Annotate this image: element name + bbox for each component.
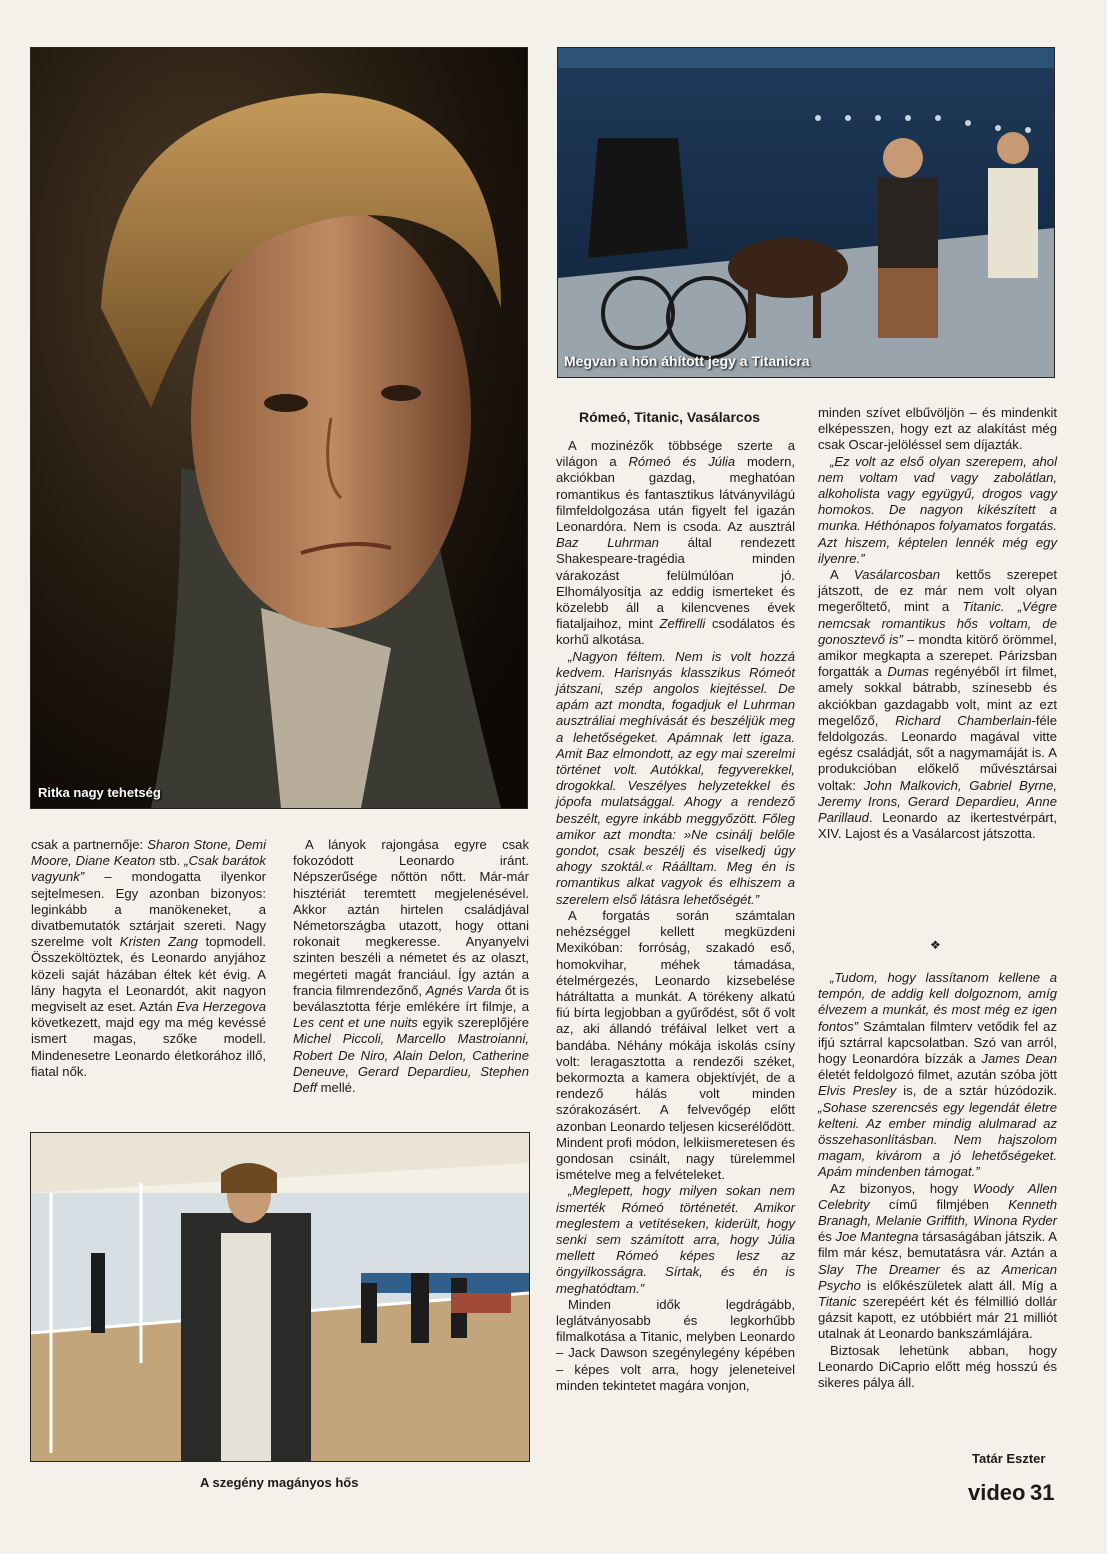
paragraph: „Meglepett, hogy milyen sokan nem ismerték Rómeó történetét. Amikor meglestem a vetítéseken, kiderült, hogy senki sem számított arra, hogy Júlia mellett Rómeó képes lesz az öngyilkosságra. Sírtak, és én is meghatódtam.” [556,1183,795,1296]
paragraph: A Vasálarcosban kettős szerepet játszott, de ez már nem volt olyan megerőltető, mint a Titanic. „Végre nemcsak romantikus hős voltam, de gonosztevő is” – mondta kitörő örömmel, amikor megkapta a szerepet. Párizsban forgatták a Dumas regényéből írt filmet, amely sokkal bátrabb, színesebb és akciókban gazdagabb volt, mint az ezt megelőző, Richard Chamberlain-féle feldolgozás. Leonardo magával vitte egész családját, sőt a nagymamáját is. A produkcióban előkelő művésztársai voltak: John Malkovich, Gabriel Byrne, Jeremy Irons, Gerard Depardieu, Anne Parillaud. Leonardo az ikertestvérpárt, XIV. Lajost és a Vasálarcost játszotta. [818,567,1057,842]
page-number: 31 [1030,1480,1055,1505]
deck-scene-photo [30,1132,530,1462]
paragraph: Biztosak lehetünk abban, hogy Leonardo DiCaprio előtt még hosszú és sikeres pálya áll. [818,1342,1057,1391]
text-column-5 [818,970,1057,1391]
paragraph: A lányok rajongása egyre csak fokozódott Leonardo iránt. Népszerűsége nőttön nőtt. Már-már hisztériát teremtett megjelenésével. Akkor aztán hirtelen családjával Németországba utazott, hogy ottani rokonait megkeresse. Anyanyelvi szinten beszéli a németet és az olaszt, megérteti magát franciául. Így aztán a francia filmrendezőnő, Agnés Varda őt is beválasztotta férje emlékére írt filmje, a Les cent et une nuits egyik szereplőjére Michel Piccoli, Marcello Mastroianni, Robert De Niro, Alain Delon, Catherine Deneuve, Gerard Depardieu, Stephen Deff mellé. [293,837,530,1096]
deck-scene-caption: A szegény magányos hős [200,1475,359,1490]
ship-scene-caption: Megvan a hőn áhított jegy a Titanicra [564,353,810,369]
portrait-illustration [31,48,527,808]
paragraph: A forgatás során számtalan nehézséggel kellett megküzdeni Mexikóban: forróság, szakadó eső, homokvihar, méhek támadása, ételmérgezés, Leonardo kizsebelése hátráltatta a munkát. A törékeny alkatú fiú bírta legjobban a gyűrődést, sőt ő volt az, aki állandó tréfáival lelket vert a bandába. Néhány mókája iskolás csíny volt: leragasztotta a rendezői széket, bekormozta a kamera objektívjét, de a rendező hálás volt minden szórakozásért. A felvevőgép előtt azonban Leonardo teljesen kicserélődött. Mindent profi módon, lelkiismeretesen és gondosan csinált, nagy türelemmel ismételve meg a felvételeket. [556,907,795,1183]
ship-scene-photo [557,47,1055,378]
ship-scene-illustration [558,48,1054,377]
text-column-4 [818,405,1057,842]
paragraph: „Nagyon féltem. Nem is volt hozzá kedvem. Harisnyás klasszikus Rómeót játszani, szép angolos kiejtéssel. De apám azt mondta, fogadjuk el Luhrman ausztráliai meghívását és beszéljük meg a lehetőségeket. Apámnak lett igaza. Amit Baz elmondott, az egy mai szerelmi történet volt. Autókkal, fegyverekkel, drogokkal. Veszélyes helyzetekkel és jópofa mulatsággal. Ahogy a rendező beszélt, egyre inkább meggyőzött. Főleg amikor azt mondta: »Ne csinálj belőle gondot, csak beszélj és viselkedj úgy ahogy szoktál.« Ráálltam. Meg én is romantikus alkat vagyok és elhiszem a szerelem első látásra lehetőségét.” [556,648,795,907]
paragraph: Az bizonyos, hogy Woody Allen Celebrity című filmjében Kenneth Branagh, Melanie Griffith, Winona Ryder és Joe Mantegna társaságában játszik. A film már kész, bemutatásra vár. Aztán a Slay The Dreamer és az American Psycho is előkészületek alatt áll. Míg a Titanic szerepéért két és félmillió dollár gázsit kapott, ez utóbbiért már 21 milliót utalnak át Leonardo bankszámlájára. [818,1180,1057,1342]
section-title: Rómeó, Titanic, Vasálarcos [579,409,761,425]
text-column-1 [31,837,266,1080]
author-signature: Tatár Eszter [972,1451,1046,1466]
paragraph: „Ez volt az első olyan szerepem, ahol nem voltam vad vagy zabolátlan, alkoholista vagy együgyű, drogos vagy homokos. De nagyon kikészített a munka. Héthónapos folyamatos forgatás. Azt hiszem, képtelen lennék még egy ilyenre.” [818,453,1057,566]
text-column-2 [293,837,529,1096]
paragraph: minden szívet elbűvöljön – és mindenkit elképesszen, hogy ezt az alakítást még csak Oscar-jelöléssel sem díjazták. [818,405,1057,453]
paragraph: „Tudom, hogy lassítanom kellene a tempón, de addig kell dolgoznom, amíg élvezem a munkát, és most még ez igen fontos” Számtalan filmterv vetődik fel az ifjú sztárral kapcsolatban. Szó van arról, hogy Leonardóra bízzák a James Dean életét feldolgozó filmet, azután szóba jött Elvis Presley is, de a sztár húzódozik. „Sohase szerencsés egy legendát életre kelteni. Az ember mindig alulmarad az összehasonlításban. Nem hajszolom magam, kivárom a jó lehetőségeket. Apám mindenben támogat.” [818,970,1057,1180]
deck-scene-illustration [31,1133,529,1461]
section-separator: ❖ [930,938,941,952]
paragraph: Minden idők legdrágább, leglátványosabb és legkorhűbb filmalkotása a Titanic, melyben Leonardo – Jack Dawson szegénylegény képében – képes volt arra, hogy jeleneteivel minden tekintetet magára vonjon, [556,1296,795,1393]
magazine-brand: video [968,1480,1026,1505]
paragraph: A mozinézők többsége szerte a világon a Rómeó és Júlia modern, akciókban gazdag, meghatóan romantikus és fantasztikus látványvilágú filmfeldolgozása után figyelt fel igazán Leonardóra. Nem is csoda. Az ausztrál Baz Luhrman által rendezett Shakespeare-tragédia minden várakozást felülmúlóan jó. Elhomályosítja az eddig ismerteket és közelebb áll a kilencvenes évek fiataljaihoz, mint Zeffirelli csodálatos és korhű alkotása. [556,438,795,648]
text-column-3 [556,438,795,1394]
portrait-caption: Ritka nagy tehetség [38,785,161,800]
paragraph: csak a partnernője: Sharon Stone, Demi Moore, Diane Keaton stb. „Csak barátok vagyunk” – mondogatta ilyenkor sejtelmesen. Egy azonban bizonyos: leginkább a manökeneket, a divatbemutatók sztárjait szereti. Nagy szerelme volt Kristen Zang topmodell. Összeköltöztek, és Leonardo anyjához közeli saját házában éltek két évig. A lány hagyta el Leonardót, akit nagyon megviselt az eset. Aztán Eva Herzegova következett, majd egy ma még kevéssé ismert magas, szőke modell. Mindenesetre Leonardo életkorához illő, fiatal nők. [31,837,266,1079]
portrait-photo [30,47,528,809]
